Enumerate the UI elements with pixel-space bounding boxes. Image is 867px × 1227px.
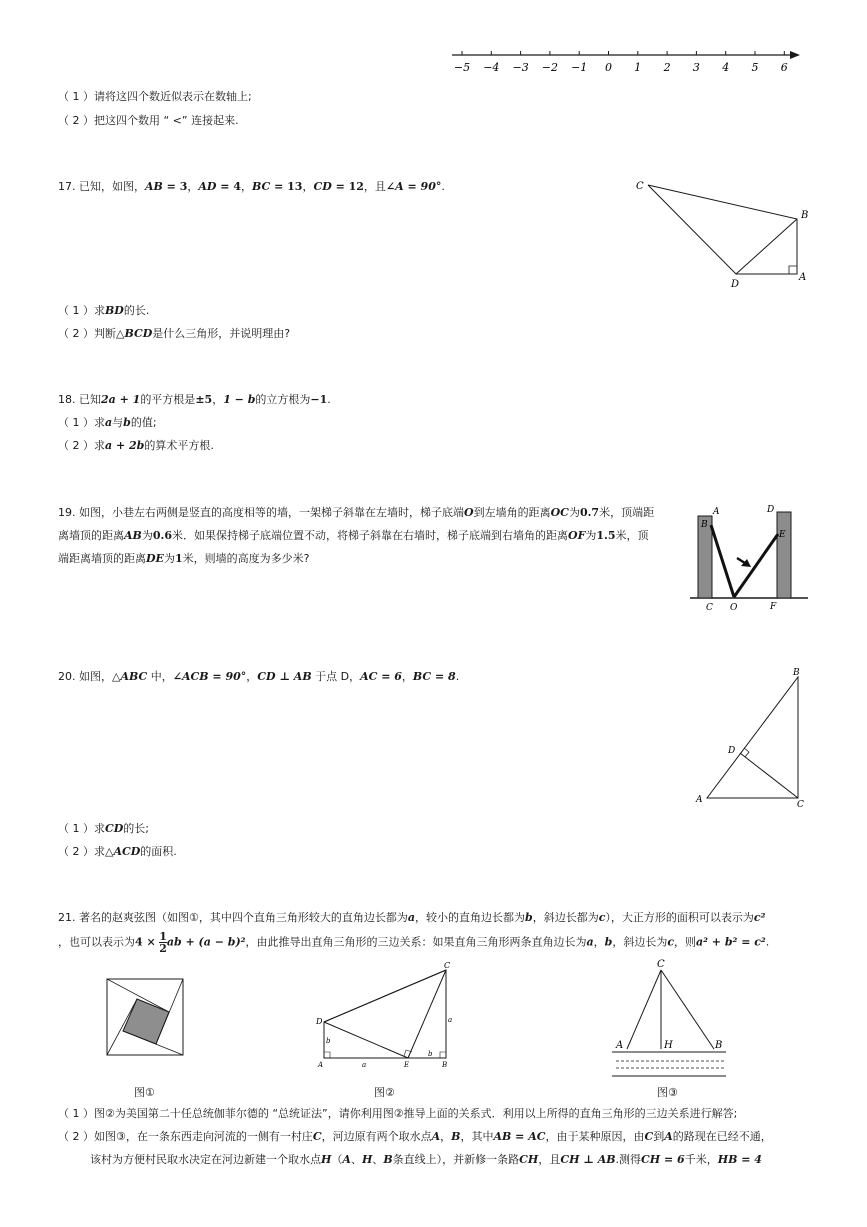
q21-fig2-label-bottom-b: b — [428, 1050, 433, 1058]
q19-l3c: 为 — [163, 552, 175, 565]
q17-ad: AD — [198, 180, 217, 193]
q20-part1-tail: 的长; — [123, 822, 150, 835]
q21-p3m: .测得 — [615, 1153, 642, 1166]
q18-expr3: 1 − b — [223, 393, 256, 406]
q21-p3a: 该村为方便村民取水决定在河边新建一个取水点 — [90, 1153, 321, 1166]
q21-part1: （ 1 ）图②为美国第二十任总统伽菲尔德的 “总统证法”，请你利用图②推导上面的关系式．利用以上所得的直角三角形的三边关系进行解答; — [58, 1107, 738, 1120]
q21-l2e: a — [586, 935, 594, 949]
number-line-tick-label: −4 — [483, 61, 500, 74]
q19-l1g: 米，顶端距 — [599, 506, 655, 519]
q17-cd-val: = 12 — [331, 180, 364, 193]
q21-fig3-caption: 图③ — [657, 1086, 678, 1099]
q21-p3e: 、 — [350, 1153, 362, 1166]
q21-p2f: B — [451, 1130, 461, 1143]
q18-stem-c: ， — [212, 393, 224, 406]
q21-fig3-label-h: H — [664, 1040, 673, 1051]
q21-l2d: ，由此推导出直角三角形的三边关系：如果直角三角形两条直角边长为 — [245, 935, 587, 949]
q17-stem-text: 17. 已知，如图， — [58, 180, 145, 193]
q17-angle: ∠A = 90° — [385, 180, 442, 193]
q21-p2k: 到 — [653, 1130, 665, 1143]
q17-stem-text2: ，且 — [363, 180, 386, 193]
q21-fig2-label-a: A — [318, 1061, 324, 1069]
q21-p2e: ， — [440, 1130, 452, 1143]
q21-fig3-label-c: C — [657, 959, 665, 970]
q21-p3k: ，且 — [538, 1153, 561, 1166]
q19-label-f: F — [770, 602, 777, 612]
q21-l1a: 21. 著名的赵爽弦图（如图①，其中四个直角三角形较大的直角边长都为 — [58, 911, 408, 924]
q18-part1-and: 与 — [112, 416, 124, 429]
q19-l2c: 为 — [141, 529, 153, 542]
number-line-tick-label: 3 — [692, 61, 700, 74]
q20-stem-f: . — [455, 670, 460, 683]
q18-stem-a: 18. 已知 — [58, 393, 101, 406]
q18-expr1: 2a + 1 — [101, 393, 141, 406]
q20-expr1: △ABC — [112, 670, 148, 683]
q21-frac-den: 2 — [159, 942, 167, 955]
q21-p2a: （ 2 ）如图③，在一条东西走向河流的一侧有一村庄 — [58, 1130, 313, 1143]
q21-l2g: b — [604, 935, 613, 949]
q20-label-d: D — [728, 746, 736, 756]
q19-l3a: 端距离墙顶的距离 — [58, 552, 146, 565]
number-line-tick-label: 1 — [634, 61, 642, 74]
q21-p2m: 的路现在已经不通， — [672, 1130, 772, 1143]
q17-label-d: D — [731, 279, 740, 290]
q18-part2-tail: 的算术平方根. — [144, 439, 214, 452]
q17-part1-text: （ 1 ）求 — [58, 304, 105, 317]
q20-part1-a: （ 1 ）求 — [58, 822, 105, 835]
q19-l3b: DE — [146, 552, 164, 565]
q18-part2-expr: a + 2b — [105, 439, 145, 452]
q18-part1-var-b: b — [123, 416, 131, 429]
q20-part1-cd: CD — [105, 822, 124, 835]
q21-fig2-label-bottom-a: a — [362, 1061, 367, 1069]
q19-l2i: 米，顶 — [615, 529, 649, 542]
q17-label-b: B — [801, 210, 809, 221]
number-line-tick-label: −1 — [571, 61, 588, 74]
number-line-tick-label: −2 — [541, 61, 559, 74]
q21-l2c: ab + (a − b)² — [166, 935, 246, 949]
q19-label-o: O — [730, 603, 738, 613]
q17-stem-end: . — [441, 180, 445, 193]
q21-fig2-label-side-a: a — [448, 1016, 453, 1024]
q20-expr4: AC = 6 — [360, 670, 402, 683]
q21-l1d: b — [525, 911, 533, 924]
q17-part1-tail: 的长. — [123, 304, 150, 317]
q21-part2-cont — [90, 1153, 762, 1167]
q21-part2 — [58, 1130, 772, 1144]
q21-p2h: AB = AC — [493, 1130, 546, 1143]
q19-l2d: 0.6 — [152, 529, 172, 542]
q20-part2-a: （ 2 ）求 — [58, 845, 105, 858]
number-line-tick-label: 5 — [751, 61, 759, 74]
q20-expr3: CD ⊥ AB — [257, 670, 312, 683]
number-line-tick-label: −3 — [512, 61, 529, 74]
number-line-tick-label: 0 — [605, 61, 612, 74]
q21-l1e: ，斜边长都为 — [532, 911, 599, 924]
q17-part2-tail: 是什么三角形，并说明理由? — [152, 327, 291, 340]
q21-l1b: a — [407, 911, 415, 924]
q21-p2j: C — [644, 1130, 654, 1143]
q17-part2-text: （ 2 ）判断 — [58, 327, 116, 340]
q21-p3g: 、 — [372, 1153, 384, 1166]
q18-stem-e: . — [327, 393, 331, 406]
q17-ab-val: = 3 — [162, 180, 188, 193]
q19-l2g: 为 — [585, 529, 597, 542]
q16-part2: （ 2 ）把这四个数用 “ <” 连接起来. — [58, 114, 239, 127]
q17-bc: BC — [251, 180, 271, 193]
q20-label-c: C — [797, 800, 804, 810]
q21-p3b: H — [321, 1153, 332, 1166]
q21-p3n: CH = 6 — [641, 1153, 685, 1166]
q20-label-b: B — [793, 668, 800, 678]
q19-l1a: 19. 如图，小巷左右两侧是竖直的高度相等的墙，一架梯子斜靠在左墙时，梯子底端 — [58, 506, 464, 519]
q21-p3d: A — [342, 1153, 351, 1166]
q21-p3j: CH — [519, 1153, 539, 1166]
q21-l1c: ，较小的直角边长都为 — [415, 911, 525, 924]
q21-l2k: a² + b² = c² — [696, 935, 766, 949]
q21-fig3-label-b: B — [715, 1040, 723, 1051]
q20-stem-d: 于点 D， — [311, 670, 361, 683]
q21-l2f: ， — [593, 935, 605, 949]
q21-fig2-label-c: C — [444, 961, 451, 970]
q18-expr4: −1 — [310, 393, 328, 406]
q21-p3p: HB = 4 — [717, 1153, 762, 1166]
q21-fig2-label-b: B — [442, 1061, 448, 1069]
q21-p2c: ，河边原有两个取水点 — [321, 1130, 432, 1143]
q19-label-c: C — [706, 603, 713, 613]
q17-ad-val: = 4 — [216, 180, 241, 193]
q19-l2e: 米．如果保持梯子底端位置不动，将梯子斜靠在右墙时，梯子底端到右墙角的距离 — [171, 529, 568, 542]
q19-label-b: B — [701, 520, 708, 530]
q20-stem-b: 中， — [147, 670, 173, 683]
q17-ab: AB — [145, 180, 163, 193]
q20-stem-e: ， — [401, 670, 413, 683]
q21-l2a: ，也可以表示为 — [58, 935, 135, 949]
q21-fig2-label-d: D — [316, 1017, 323, 1026]
q21-p2l: A — [664, 1130, 673, 1143]
q20-expr2: ∠ACB = 90° — [172, 670, 247, 683]
q21-fig2-label-e: E — [404, 1061, 410, 1069]
q19-l2h: 1.5 — [596, 529, 616, 542]
q21-p3l: CH ⊥ AB — [560, 1153, 616, 1166]
q20-part2-tail: 的面积. — [140, 845, 177, 858]
q19-l3d: 1 — [174, 552, 183, 565]
q20-expr5: BC = 8 — [412, 670, 456, 683]
q21-l1f: c — [598, 911, 606, 924]
q18-part1-tail: 的值; — [130, 416, 157, 429]
q19-l1c: 到左墙角的距离 — [473, 506, 551, 519]
q21-p2d: A — [431, 1130, 441, 1143]
q21-l2b: 4 × — [135, 935, 156, 949]
q18-part1-var-a: a — [105, 416, 113, 429]
q19-l2a: 离墙顶的距离 — [58, 529, 124, 542]
q19-l2f: OF — [567, 529, 586, 542]
q21-p3f: H — [361, 1153, 373, 1166]
q19-l3e: 米，则墙的高度为多少米? — [182, 552, 310, 565]
q21-p3i: 条直线上），并新修一条路 — [392, 1153, 520, 1166]
q21-l2i: c — [667, 935, 675, 949]
q16-part1: （ 1 ）请将这四个数近似表示在数轴上; — [58, 90, 252, 103]
q20-label-a: A — [696, 795, 703, 805]
q18-part1-a: （ 1 ）求 — [58, 416, 105, 429]
q17-label-c: C — [636, 181, 644, 192]
q21-fig2-caption: 图② — [374, 1086, 395, 1099]
q21-p3c: （ — [331, 1153, 343, 1166]
number-line-tick-label: −5 — [453, 61, 471, 74]
q21-p3h: B — [383, 1153, 393, 1166]
q18-expr2: ±5 — [195, 393, 213, 406]
q20-stem-c: ， — [246, 670, 258, 683]
number-line-tick-label: 4 — [722, 61, 730, 74]
q18-stem-d: 的立方根为 — [255, 393, 311, 406]
q20-stem-a: 20. 如图， — [58, 670, 112, 683]
q19-l1b: O — [464, 506, 474, 519]
q18-stem-b: 的平方根是 — [140, 393, 196, 406]
q19-label-d: D — [767, 505, 775, 515]
number-line-tick-label: 2 — [663, 61, 671, 74]
q21-frac-num: 1 — [159, 930, 167, 943]
q17-part2-bcd: △BCD — [116, 327, 153, 340]
q19-l1e: 为 — [568, 506, 580, 519]
q21-p2i: ，由于某种原因，由 — [545, 1130, 645, 1143]
q19-l1d: OC — [550, 506, 569, 519]
q17-cd: CD — [313, 180, 332, 193]
q21-fig2-label-side-b: b — [326, 1037, 331, 1045]
q21-fig1-caption: 图① — [134, 1086, 155, 1099]
q19-l2b: AB — [124, 529, 142, 542]
q21-l2j: ，则 — [674, 935, 697, 949]
q17-bc-val: = 13 — [270, 180, 303, 193]
q21-l2l: . — [765, 935, 770, 949]
q21-l1g: ），大正方形的面积可以表示为 — [605, 911, 754, 924]
q19-label-a: A — [713, 507, 720, 517]
q19-l1f: 0.7 — [579, 506, 600, 519]
q19-label-e: E — [779, 530, 786, 540]
number-line-tick-label: 6 — [780, 61, 788, 74]
q18-part2-a: （ 2 ）求 — [58, 439, 105, 452]
q21-fig3-label-a: A — [616, 1040, 624, 1051]
q21-l1h: c² — [753, 911, 766, 924]
q17-part1-bd: BD — [105, 304, 124, 317]
q21-l2h: ，斜边长为 — [612, 935, 668, 949]
q17-label-a: A — [799, 272, 807, 283]
q21-p3o: 千米， — [684, 1153, 718, 1166]
q21-p2b: C — [312, 1130, 322, 1143]
q21-p2g: ，其中 — [460, 1130, 494, 1143]
q17-stem: 17. 已知，如图，AB = 3，AD = 4，BC = 13，CD = 12，且∠A = 90°. — [58, 180, 445, 193]
q20-part2-acd: △ACD — [105, 845, 141, 858]
